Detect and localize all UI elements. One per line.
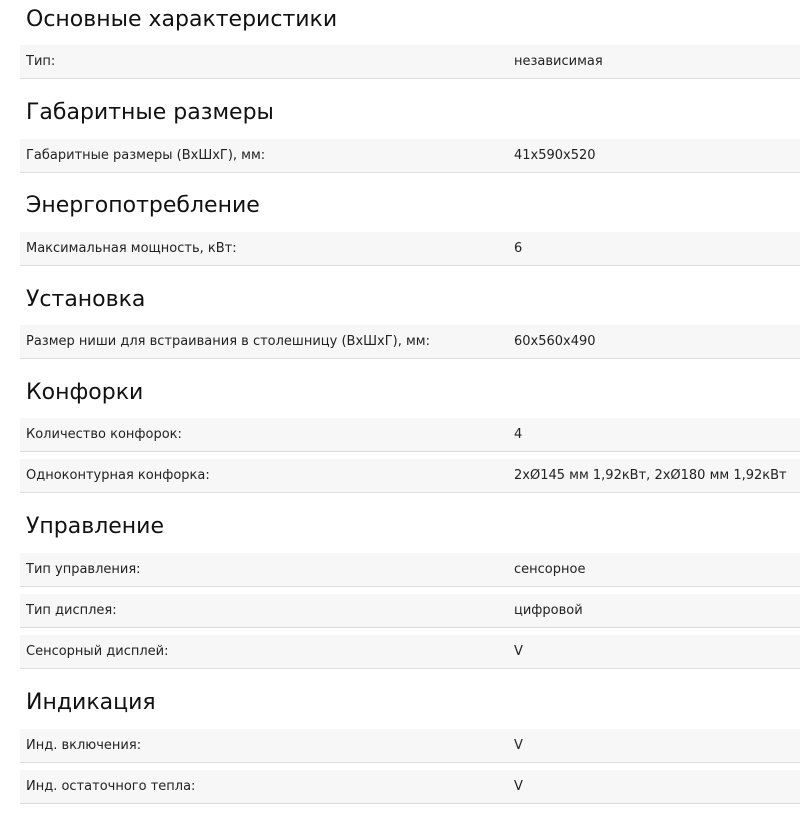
spec-row (20, 139, 800, 173)
spec-label: Инд. включения: (26, 738, 142, 753)
spec-row (20, 232, 800, 266)
spec-row (20, 418, 800, 452)
spec-value: 41x590x520 (514, 148, 596, 163)
spec-row (20, 553, 800, 587)
spec-label: Инд. остаточного тепла: (26, 779, 196, 794)
spec-row (20, 459, 800, 493)
section-title-installation: Установка (26, 287, 146, 312)
spec-label: Максимальная мощность, кВт: (26, 241, 237, 256)
spec-value: сенсорное (514, 562, 586, 577)
spec-value: V (514, 644, 523, 659)
spec-value: независимая (514, 54, 603, 69)
spec-value: V (514, 738, 523, 753)
spec-value: 2xØ145 мм 1,92кВт, 2xØ180 мм 1,92кВт (514, 468, 787, 483)
spec-row (20, 770, 800, 804)
spec-value: 4 (514, 427, 523, 442)
spec-label: Сенсорный дисплей: (26, 644, 169, 659)
spec-label: Тип дисплея: (26, 603, 117, 618)
spec-label: Размер ниши для встраивания в столешницу (ВхШхГ), мм: (26, 334, 430, 349)
spec-label: Тип управления: (26, 562, 141, 577)
spec-row (20, 325, 800, 359)
spec-value: 6 (514, 241, 523, 256)
section-title-controls: Управление (26, 514, 165, 539)
spec-row (20, 594, 800, 628)
spec-row (20, 729, 800, 763)
section-title-burners: Конфорки (26, 380, 144, 405)
spec-row (20, 45, 800, 79)
section-title-power: Энергопотребление (26, 193, 260, 218)
spec-value: V (514, 779, 523, 794)
section-title-main: Основные характеристики (26, 7, 338, 32)
spec-label: Количество конфорок: (26, 427, 182, 442)
spec-value: цифровой (514, 603, 583, 618)
spec-value: 60x560x490 (514, 334, 596, 349)
spec-label: Тип: (26, 54, 56, 69)
spec-row (20, 635, 800, 669)
spec-label: Габаритные размеры (ВхШхГ), мм: (26, 148, 266, 163)
spec-label: Одноконтурная конфорка: (26, 468, 210, 483)
section-title-dimensions: Габаритные размеры (26, 100, 274, 125)
section-title-indication: Индикация (26, 690, 156, 715)
